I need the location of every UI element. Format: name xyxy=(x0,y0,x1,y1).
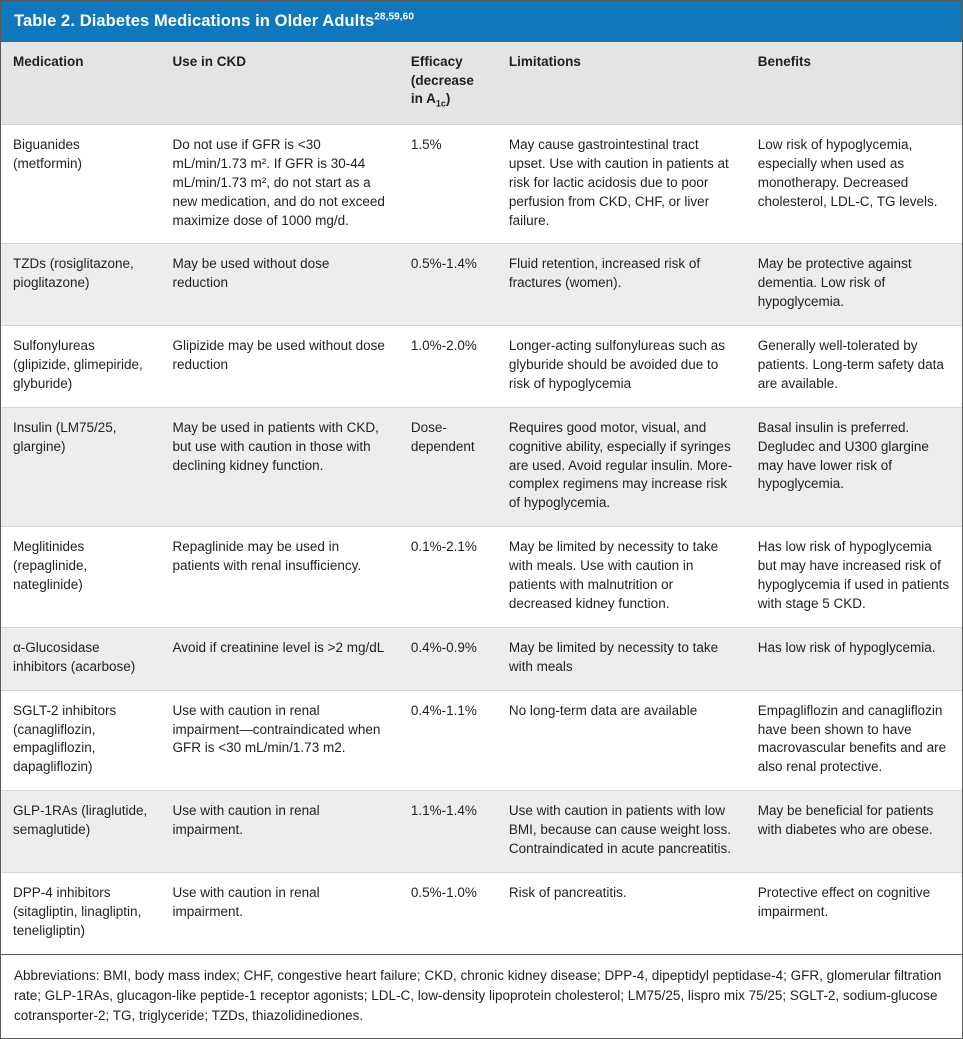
cell-efficacy: Dose-dependent xyxy=(399,407,497,526)
cell-medication: TZDs (rosiglitazone, pioglitazone) xyxy=(1,244,161,326)
cell-benefits: Low risk of hypoglycemia, especially when used as monotherapy. Decreased cholesterol, LDL-C, TG levels. xyxy=(746,125,962,244)
table-title-citation-refs: 28,59,60 xyxy=(374,11,414,23)
cell-medication: Insulin (LM75/25, glargine) xyxy=(1,407,161,526)
efficacy-header-text: Efficacy (decrease in A xyxy=(410,54,474,107)
cell-use-in-ckd: May be used in patients with CKD, but use with caution in those with declining kidney function. xyxy=(161,407,399,526)
efficacy-header-subscript: 1c xyxy=(435,99,446,110)
cell-benefits: Basal insulin is preferred. Degludec and U300 glargine may have lower risk of hypoglycemia. xyxy=(746,407,962,526)
cell-medication: DPP-4 inhibitors (sitagliptin, linagliptin, teneligliptin) xyxy=(1,872,161,954)
table-row xyxy=(1,791,962,873)
cell-use-in-ckd: Use with caution in renal impairment. xyxy=(161,872,399,954)
col-header-efficacy xyxy=(399,42,497,124)
cell-efficacy: 1.5% xyxy=(399,125,497,244)
medications-table xyxy=(1,42,962,954)
table-row xyxy=(1,326,962,408)
efficacy-header-text-end: ) xyxy=(445,91,451,107)
col-header-use-in-ckd: Use in CKD xyxy=(161,42,399,124)
table-title-text: Table 2. Diabetes Medications in Older Adults xyxy=(14,12,375,30)
table-body xyxy=(1,125,962,955)
col-header-benefits: Benefits xyxy=(746,42,962,124)
table-row xyxy=(1,527,962,628)
cell-medication: Meglitinides (repaglinide, nateglinide) xyxy=(1,527,161,628)
cell-efficacy: 1.1%-1.4% xyxy=(399,791,497,873)
table-row xyxy=(1,872,962,954)
cell-benefits: Has low risk of hypoglycemia but may have increased risk of hypoglycemia if used in patients with stage 5 CKD. xyxy=(746,527,962,628)
table-title-bar xyxy=(1,1,962,42)
cell-benefits: Protective effect on cognitive impairment. xyxy=(746,872,962,954)
cell-limitations: May be limited by necessity to take with meals xyxy=(497,627,746,690)
table-row xyxy=(1,690,962,791)
cell-use-in-ckd: Repaglinide may be used in patients with renal insufficiency. xyxy=(161,527,399,628)
cell-medication: Sulfonylureas (glipizide, glimepiride, glyburide) xyxy=(1,326,161,408)
cell-medication: Biguanides (metformin) xyxy=(1,125,161,244)
table-row xyxy=(1,125,962,244)
cell-use-in-ckd: May be used without dose reduction xyxy=(161,244,399,326)
cell-limitations: May be limited by necessity to take with meals. Use with caution in patients with malnutrition or decreased kidney function. xyxy=(497,527,746,628)
cell-limitations: No long-term data are available xyxy=(497,690,746,791)
cell-use-in-ckd: Do not use if GFR is <30 mL/min/1.73 m². If GFR is 30-44 mL/min/1.73 m², do not start as a new medication, and do not exceed maximize dose of 1000 mg/d. xyxy=(161,125,399,244)
cell-limitations: Requires good motor, visual, and cognitive ability, especially if syringes are used. Avoid regular insulin. More-complex regimens may increase risk of hypoglycemia. xyxy=(497,407,746,526)
col-header-medication: Medication xyxy=(1,42,161,124)
cell-efficacy: 0.5%-1.4% xyxy=(399,244,497,326)
cell-benefits: Has low risk of hypoglycemia. xyxy=(746,627,962,690)
cell-limitations: Use with caution in patients with low BMI, because can cause weight loss. Contraindicated in acute pancreatitis. xyxy=(497,791,746,873)
cell-limitations: Fluid retention, increased risk of fractures (women). xyxy=(497,244,746,326)
table-row xyxy=(1,407,962,526)
cell-efficacy: 0.5%-1.0% xyxy=(399,872,497,954)
cell-limitations: Risk of pancreatitis. xyxy=(497,872,746,954)
table-title xyxy=(14,12,949,30)
cell-efficacy: 0.4%-0.9% xyxy=(399,627,497,690)
cell-medication: GLP-1RAs (liraglutide, semaglutide) xyxy=(1,791,161,873)
col-header-limitations: Limitations xyxy=(497,42,746,124)
cell-use-in-ckd: Use with caution in renal impairment. xyxy=(161,791,399,873)
cell-limitations: Longer-acting sulfonylureas such as glyburide should be avoided due to risk of hypoglycemia xyxy=(497,326,746,408)
table-row xyxy=(1,627,962,690)
column-header-row xyxy=(1,42,962,124)
cell-benefits: Generally well-tolerated by patients. Long-term safety data are available. xyxy=(746,326,962,408)
cell-medication: SGLT-2 inhibitors (canagliflozin, empagliflozin, dapagliflozin) xyxy=(1,690,161,791)
cell-use-in-ckd: Use with caution in renal impairment—contraindicated when GFR is <30 mL/min/1.73 m2. xyxy=(161,690,399,791)
cell-medication: α-Glucosidase inhibitors (acarbose) xyxy=(1,627,161,690)
table-row xyxy=(1,244,962,326)
cell-efficacy: 1.0%-2.0% xyxy=(399,326,497,408)
cell-use-in-ckd: Glipizide may be used without dose reduction xyxy=(161,326,399,408)
cell-benefits: May be beneficial for patients with diabetes who are obese. xyxy=(746,791,962,873)
cell-limitations: May cause gastrointestinal tract upset. Use with caution in patients at risk for lactic acidosis due to poor perfusion from CKD, CHF, or liver failure. xyxy=(497,125,746,244)
cell-benefits: Empagliflozin and canagliflozin have been shown to have macrovascular benefits and are also renal protective. xyxy=(746,690,962,791)
cell-benefits: May be protective against dementia. Low risk of hypoglycemia. xyxy=(746,244,962,326)
abbreviations-note: Abbreviations: BMI, body mass index; CHF, congestive heart failure; CKD, chronic kidney disease; DPP-4, dipeptidyl peptidase-4; GFR, glomerular filtration rate; GLP-1RAs, glucagon-like peptide-1 receptor agonists; LDL-C, low-density lipoprotein cholesterol; LM75/25, lispro mix 75/25; SGLT-2, sodium-glucose cotransporter-2; TG, triglyceride; TZDs, thiazolidinediones. xyxy=(14,967,942,1024)
cell-use-in-ckd: Avoid if creatinine level is >2 mg/dL xyxy=(161,627,399,690)
cell-efficacy: 0.1%-2.1% xyxy=(399,527,497,628)
cell-efficacy: 0.4%-1.1% xyxy=(399,690,497,791)
